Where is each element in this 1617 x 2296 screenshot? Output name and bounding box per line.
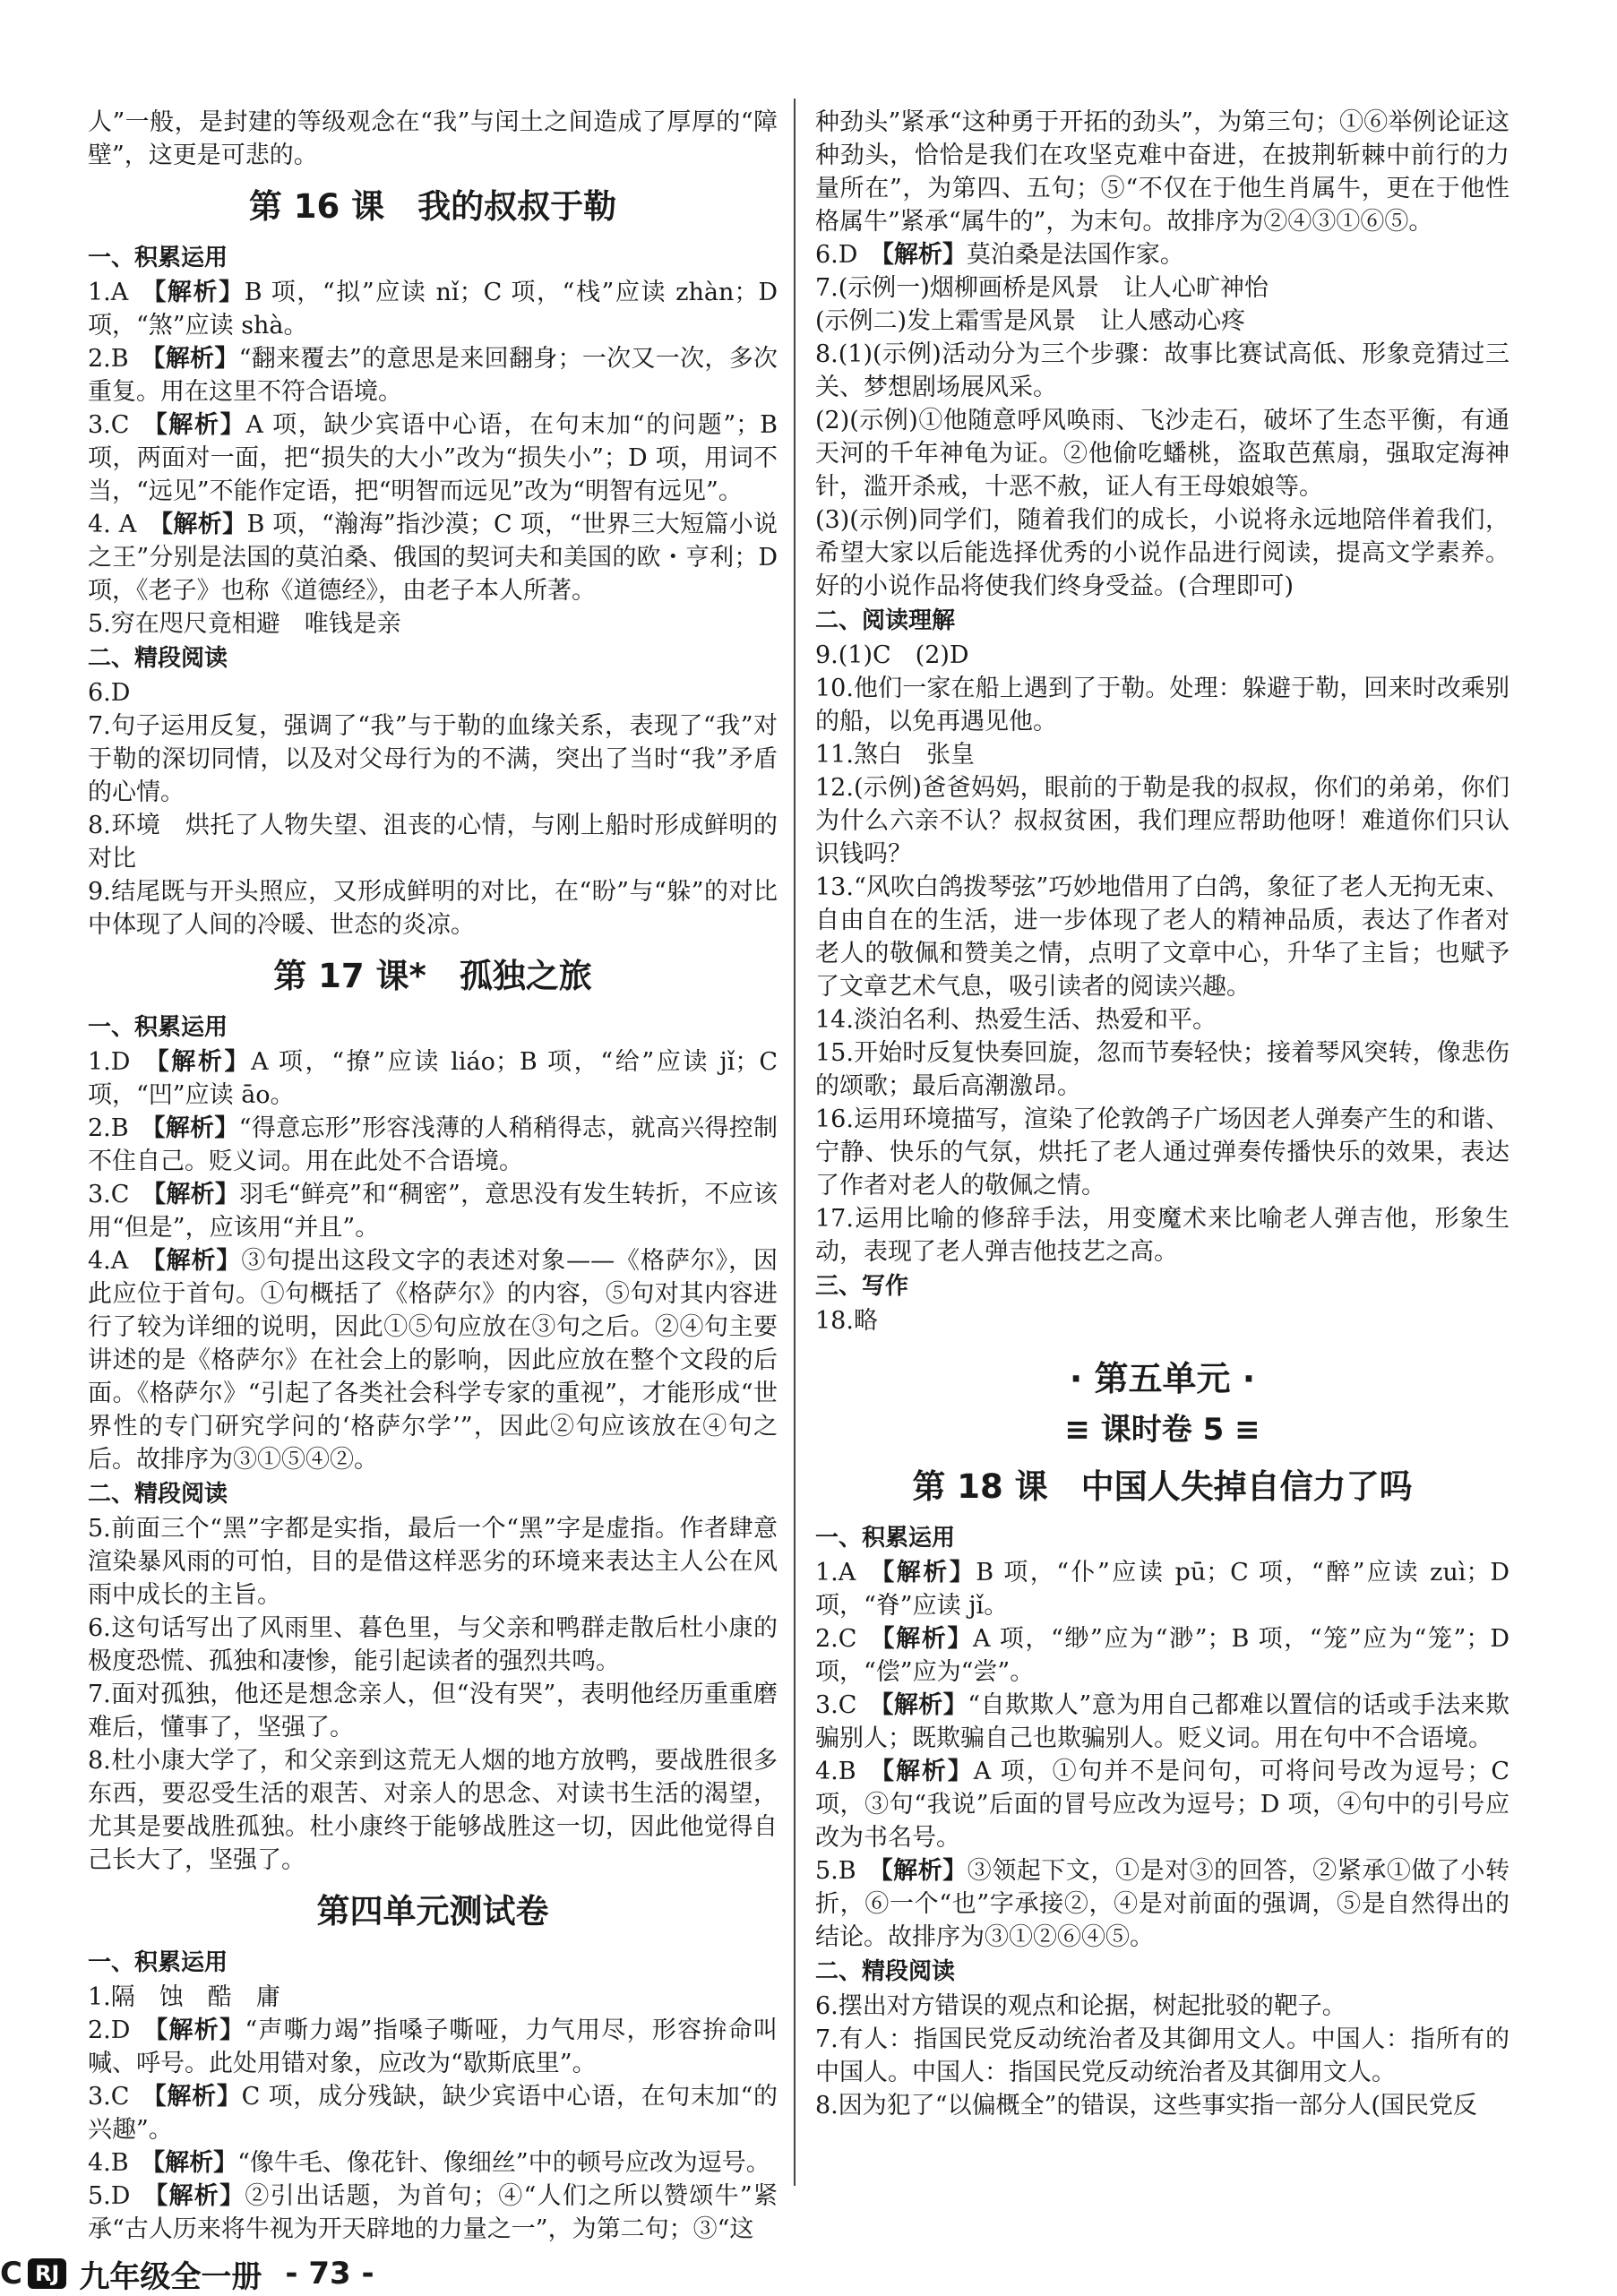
section-heading: 一、积累运用 — [88, 1949, 228, 1976]
answer-text: B 项，“瀚海”指沙漠；C 项，“世界三大短篇小说之王”分别是法国的莫泊桑、俄国的契诃夫和美国的欧・亨利；D 项，《老子》也称《道德经》，由老子本人所著。 — [88, 511, 778, 605]
answer-item — [88, 342, 778, 408]
answer-number: 4. A — [88, 511, 137, 538]
answer-number: 3.C — [815, 1691, 857, 1719]
answer-text: A 项，“缈”应为“渺”；B 项，“笼”应为“笼”；D 项，“偿”应为“尝”。 — [815, 1625, 1510, 1686]
edition-badge: RJ — [28, 2258, 66, 2289]
answer-item: 6.这句话写出了风雨里、暮色里，与父亲和鸭群走散后杜小康的极度恐慌、孤独和凄惨，能引起读者的强烈共鸣。 — [88, 1614, 778, 1675]
answer-item — [88, 1112, 778, 1178]
footer-edge-letter: C — [0, 2256, 22, 2292]
answer-item: 5.穷在咫尺竟相避 唯钱是亲 — [88, 610, 401, 638]
answer-item: 12.(示例)爸爸妈妈，眼前的于勒是我的叔叔，你们的弟弟，你们为什么六亲不认？叔叔贫困，我们理应帮助他呀！难道你们只认识钱吗？ — [815, 774, 1509, 868]
section-heading: 一、积累运用 — [815, 1525, 956, 1552]
analysis-tag: 【解析】 — [142, 1048, 252, 1076]
answer-item: 5.前面三个“黑”字都是实指，最后一个“黑”字是虚指。作者肆意渲染暴风雨的可怕，目的是借这样恶劣的环境来表达主人公在风雨中成长的主旨。 — [88, 1515, 778, 1609]
analysis-tag: 【解析】 — [141, 2083, 242, 2111]
analysis-tag: 【解析】 — [142, 2017, 245, 2044]
answer-item: (示例二)发上霜雪是风景 让人感动心疼 — [815, 307, 1246, 335]
answer-number: 4.B — [88, 2149, 129, 2177]
answer-item: 11.煞白 张皇 — [815, 741, 975, 769]
quiz-heading: ≡ 课时卷 5 ≡ — [1064, 1412, 1260, 1448]
answer-item: 10.他们一家在船上遇到了于勒。处理：躲避于勒，回来时改乘别的船，以免再遇见他。 — [815, 675, 1509, 735]
answer-item: 种劲头”紧承“这种勇于开拓的劲头”，为第三句；①⑥举例论证这种劲头，恰恰是我们在攻坚克难中奋进，在披荆斩棘中前行的力量所在”，为第四、五句；⑤“不仅在于他生肖属牛，更在于他性格属牛”紧承“属牛的”，为末句。故排序为②④③①⑥⑤。 — [815, 108, 1509, 236]
analysis-tag: 【解析】 — [867, 1559, 976, 1587]
analysis-tag: 【解析】 — [868, 1625, 974, 1653]
analysis-tag: 【解析】 — [141, 1181, 240, 1208]
section-heading: 一、积累运用 — [88, 245, 228, 271]
section-heading: 三、写作 — [815, 1273, 909, 1300]
analysis-tag: 【解析】 — [869, 241, 967, 269]
answer-item: 6.摆出对方错误的观点和论据，树起批驳的靶子。 — [815, 1992, 1346, 2020]
section-heading: 二、精段阅读 — [88, 645, 228, 672]
answer-item — [88, 276, 778, 342]
answer-number: 2.C — [815, 1625, 857, 1653]
answer-item: 18.略 — [815, 1307, 878, 1335]
analysis-tag: 【解析】 — [140, 279, 245, 306]
answer-item: 人”一般，是封建的等级观念在“我”与闰土之间造成了厚厚的“障壁”，这更是可悲的。 — [88, 108, 778, 169]
answer-text: “声嘶力竭”指嗓子嘶哑，力气用尽，形容拚命叫喊、呼号。此处用错对象，应改为“歇斯底里”。 — [88, 2017, 778, 2077]
answer-number: 3.C — [88, 1181, 130, 1208]
answer-item — [88, 2180, 778, 2246]
answer-text: ③领起下文，①是对③的回答，②紧承①做了小转折，⑥一个“也”字承接②，④是对前面的强调，⑤是自然得出的结论。故排序为③①②⑥④⑤。 — [815, 1857, 1509, 1951]
answer-text: ③句提出这段文字的表述对象——《格萨尔》，因此应位于首句。①句概括了《格萨尔》的内容，⑤句对其内容进行了较为详细的说明，因此①⑤句应放在③句之后。②④句主要讲述的是《格萨尔》在社会上的影响，因此应放在整个文段的后面。《格萨尔》“引起了各类社会科学专家的重视”，才能形成“世界性的专门研究学问的‘格萨尔学’”，因此②句应该放在④句之后。故排序为③①⑤④②。 — [88, 1247, 778, 1474]
answer-text: 羽毛“鲜亮”和“稠密”，意思没有发生转折，不应该用“但是”，应该用“并且”。 — [88, 1181, 778, 1242]
answer-number: 4.A — [88, 1247, 129, 1275]
answer-item: 9.结尾既与开头照应，又形成鲜明的对比，在“盼”与“躲”的对比中体现了人间的冷暖、世态的炎凉。 — [88, 878, 778, 939]
section-heading: 二、精段阅读 — [815, 1958, 956, 1985]
answer-number: 2.B — [88, 345, 129, 373]
answer-item: 8.环境 烘托了人物失望、沮丧的心情，与刚上船时形成鲜明的对比 — [88, 812, 778, 873]
answer-item — [88, 408, 778, 508]
right-column — [815, 106, 1509, 2122]
left-column — [88, 106, 778, 2246]
answer-number: 3.C — [88, 2083, 130, 2111]
analysis-tag: 【解析】 — [140, 1247, 242, 1275]
answer-item — [815, 1689, 1509, 1755]
answer-item — [815, 1556, 1509, 1622]
answer-item — [815, 1622, 1509, 1689]
answer-item — [815, 1854, 1509, 1954]
answer-item: (2)(示例)①他随意呼风唤雨、飞沙走石，破坏了生态平衡，有通天河的千年神龟为证。②他偷吃蟠桃，盗取芭蕉扇，强取定海神针，滥开杀戒，十恶不赦，证人有王母娘娘等。 — [815, 407, 1509, 501]
answer-text: A 项，①句并不是问句，可将问号改为逗号；C 项，③句“我说”后面的冒号应改为逗号；D 项，④句中的引号应改为书名号。 — [815, 1758, 1510, 1852]
analysis-tag: 【解析】 — [141, 411, 246, 439]
analysis-tag: 【解析】 — [141, 1114, 239, 1142]
lesson-heading: 第四单元测试卷 — [316, 1892, 549, 1931]
answer-item: 16.运用环境描写，渲染了伦敦鸽子广场因老人弹奏产生的和谐、宁静、快乐的气氛，烘托了老人通过弹奏传播快乐的效果，表达了作者对老人的敬佩之情。 — [815, 1105, 1509, 1200]
column-divider — [794, 99, 796, 2186]
answer-item: 15.开始时反复快奏回旋，忽而节奏轻快；接着琴风突转，像悲伤的颂歌；最后高潮激昂。 — [815, 1039, 1509, 1100]
analysis-tag: 【解析】 — [148, 511, 247, 538]
answer-text: “翻来覆去”的意思是来回翻身；一次又一次，多次重复。用在这里不符合语境。 — [88, 345, 778, 406]
answer-number: 2.D — [88, 2017, 131, 2044]
answer-text: “自欺欺人”意为用自己都难以置信的话或手法来欺骗别人；既欺骗自己也欺骗别人。贬义词。用在句中不合语境。 — [815, 1691, 1509, 1752]
answer-number: 5.B — [815, 1857, 856, 1885]
answer-text: A 项，“撩”应读 liáo；B 项，“给”应读 jǐ；C 项，“凹”应读 āo。 — [88, 1048, 778, 1109]
answer-text: ②引出话题，为首句；④“人们之所以赞颂牛”紧承“古人历来将牛视为开天辟地的力量之一”，为第二句；③“这 — [88, 2182, 778, 2243]
answer-item: 9.(1)C (2)D — [815, 641, 969, 669]
answer-text: “像牛毛、像花针、像细丝”中的顿号应改为逗号。 — [237, 2149, 770, 2177]
page-number: - 73 - — [285, 2256, 374, 2292]
answer-number: 3.C — [88, 411, 130, 439]
lesson-heading: 第 17 课* 孤独之旅 — [273, 957, 592, 995]
answer-number: 1.A — [88, 279, 129, 306]
answer-item: 7.有人：指国民党反动统治者及其御用文人。中国人：指所有的中国人。中国人：指国民党反动统治者及其御用文人。 — [815, 2025, 1509, 2086]
answer-number: 2.B — [88, 1114, 129, 1142]
answer-item — [88, 1045, 778, 1112]
answer-number: 5.D — [88, 2182, 131, 2210]
answer-item: 7.面对孤独，他还是想念亲人，但“没有哭”，表明他经历重重磨难后，懂事了，坚强了。 — [88, 1681, 778, 1741]
section-heading: 二、精段阅读 — [88, 1481, 228, 1508]
section-heading: 一、积累运用 — [88, 1014, 228, 1041]
answer-item: 6.D — [88, 679, 131, 707]
analysis-tag: 【解析】 — [868, 1691, 968, 1719]
answer-text: B 项，“仆”应读 pū；C 项，“醉”应读 zuì；D 项，“脊”应读 jǐ。 — [815, 1559, 1509, 1620]
answer-item — [815, 238, 1509, 271]
answer-number: 1.D — [88, 1048, 131, 1076]
lesson-heading: 第 18 课 中国人失掉自信力了吗 — [912, 1467, 1413, 1506]
answer-item: 8.杜小康大学了，和父亲到这荒无人烟的地方放鸭，要战胜很多东西，要忍受生活的艰苦、对亲人的思念、对读书生活的渴望，尤其是要战胜孤独。杜小康终于能够战胜这一切，因此他觉得自己长大了，坚强了。 — [88, 1747, 778, 1874]
answer-text: A 项，缺少宾语中心语，在句末加“的问题”；B 项，两面对一面，把“损失的大小”改为“损失小”；D 项，用词不当，“远见”不能作定语，把“明智而远见”改为“明智有远见”。 — [88, 411, 778, 505]
answer-item: 1.隔 蚀 酷 庸 — [88, 1983, 280, 2011]
answer-item: 7.句子运用反复，强调了“我”与于勒的血缘关系，表现了“我”对于勒的深切同情，以及对父母行为的不满，突出了当时“我”矛盾的心情。 — [88, 712, 778, 806]
analysis-tag: 【解析】 — [141, 345, 239, 373]
answer-number: 4.B — [815, 1758, 856, 1785]
answer-item: (3)(示例)同学们，随着我们的成长，小说将永远地陪伴着我们，希望大家以后能选择优秀的小说作品进行阅读，提高文学素养。好的小说作品将使我们终身受益。(合理即可) — [815, 506, 1509, 600]
grade-label: 九年级全一册 — [79, 2258, 262, 2295]
answer-item: 8.因为犯了“以偏概全”的错误，这些事实指一部分人(国民党反 — [815, 2092, 1477, 2120]
answer-item — [88, 1178, 778, 1244]
analysis-tag: 【解析】 — [868, 1857, 968, 1885]
unit-heading: · 第五单元 · — [1069, 1359, 1256, 1398]
answer-item: 8.(1)(示例)活动分为三个步骤：故事比赛试高低、形象竞猜过三关、梦想剧场展风采。 — [815, 340, 1509, 401]
answer-text: B 项，“拟”应读 nǐ；C 项，“栈”应读 zhàn；D 项，“煞”应读 shà。 — [88, 279, 778, 340]
answer-item: 17.运用比喻的修辞手法，用变魔术来比喻老人弹吉他，形象生动，表现了老人弹吉他技艺之高。 — [815, 1205, 1509, 1266]
page-footer — [0, 2256, 374, 2295]
answer-item: 7.(示例一)烟柳画桥是风景 让人心旷神怡 — [815, 274, 1269, 302]
answer-item — [88, 1244, 778, 1476]
answer-number: 1.A — [815, 1559, 856, 1587]
analysis-tag: 【解析】 — [141, 2149, 238, 2177]
answer-item — [88, 2014, 778, 2080]
section-heading: 二、阅读理解 — [815, 607, 956, 634]
answer-item — [88, 2146, 778, 2180]
answer-text: “得意忘形”形容浅薄的人稍稍得志，就高兴得控制不住自己。贬义词。用在此处不合语境。 — [88, 1114, 778, 1175]
lesson-heading: 第 16 课 我的叔叔于勒 — [248, 187, 617, 226]
answer-item — [815, 1755, 1509, 1854]
answer-text: 莫泊桑是法国作家。 — [966, 241, 1184, 269]
analysis-tag: 【解析】 — [142, 2182, 245, 2210]
answer-item — [88, 508, 778, 607]
answer-number: 6.D — [815, 241, 858, 269]
answer-item — [88, 2080, 778, 2146]
answer-item: 13.“风吹白鸽拨琴弦”巧妙地借用了白鸽，象征了老人无拘无束、自由自在的生活，进一步体现了老人的精神品质，表达了作者对老人的敬佩和赞美之情，点明了文章中心，升华了主旨；也赋予了文章艺术气息，吸引读者的阅读兴趣。 — [815, 873, 1509, 1001]
answer-item: 14.淡泊名利、热爱生活、热爱和平。 — [815, 1006, 1217, 1034]
answer-text: C 项，成分残缺，缺少宾语中心语，在句末加“的兴趣”。 — [88, 2083, 778, 2144]
analysis-tag: 【解析】 — [868, 1758, 974, 1785]
